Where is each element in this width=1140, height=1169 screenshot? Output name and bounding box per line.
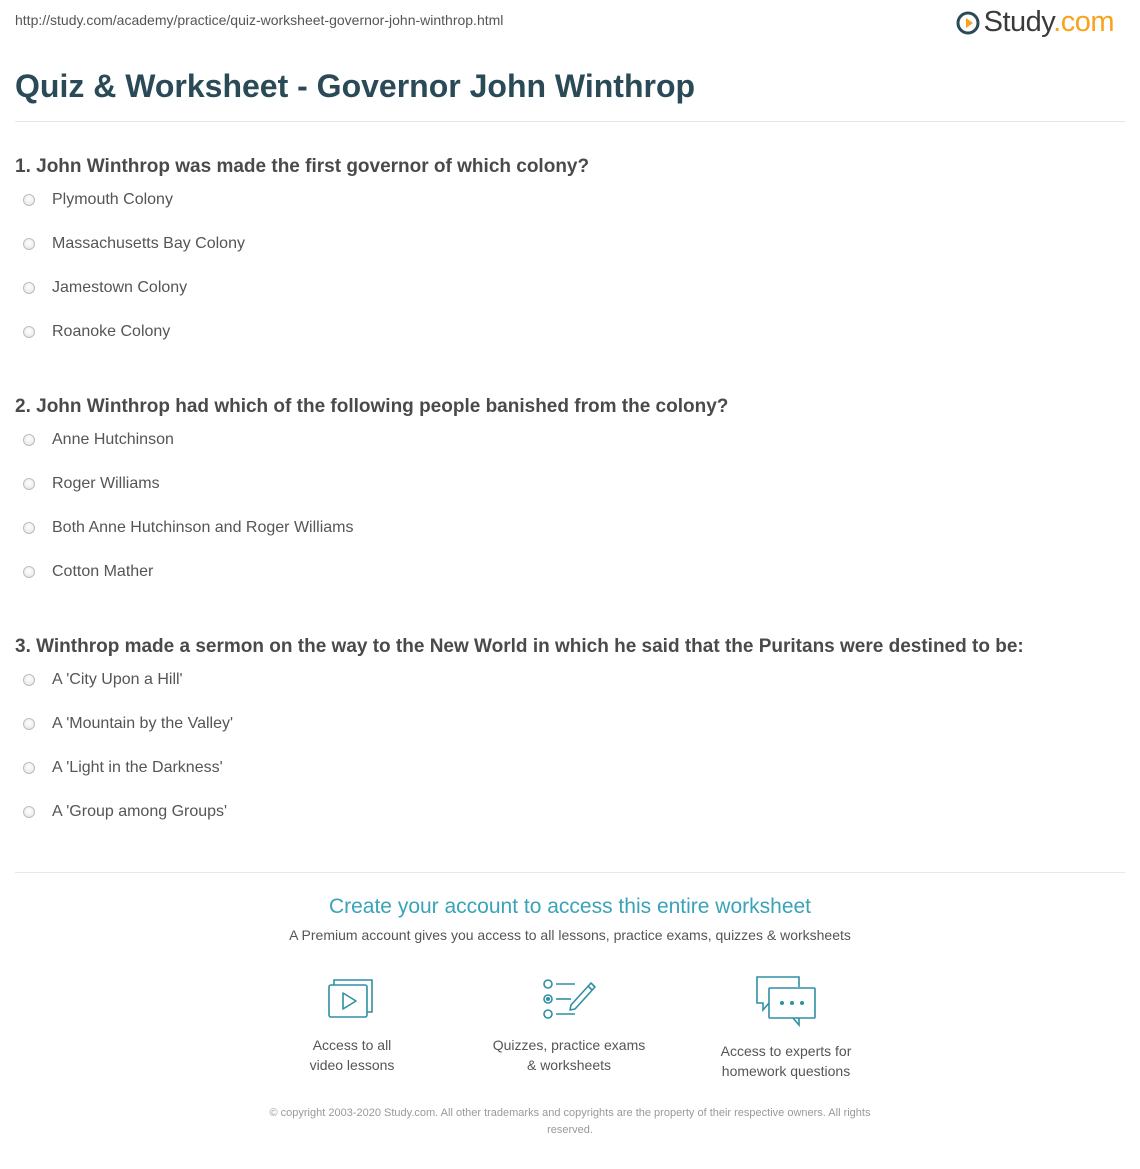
radio-button[interactable]: [23, 326, 35, 338]
answer-option[interactable]: [23, 222, 1125, 266]
option-label: Roanoke Colony: [52, 323, 171, 340]
play-logo-icon: [956, 11, 980, 35]
answer-option[interactable]: [23, 702, 1125, 746]
radio-button[interactable]: [23, 762, 35, 774]
answer-option[interactable]: [23, 418, 1125, 462]
signup-cta: [0, 895, 1140, 943]
feature-label: Access to experts for: [720, 1043, 852, 1059]
answer-option[interactable]: [23, 658, 1125, 702]
feature-label: video lessons: [309, 1057, 395, 1073]
radio-button[interactable]: [23, 718, 35, 730]
copyright-footer: [210, 1105, 930, 1139]
option-label: A 'Light in the Darkness': [52, 759, 223, 776]
copyright-line: reserved.: [547, 1124, 593, 1136]
answer-option[interactable]: [23, 310, 1125, 354]
radio-button[interactable]: [23, 194, 35, 206]
create-account-link[interactable]: Create your account to access this entire worksheet: [328, 895, 812, 918]
answer-option[interactable]: [23, 178, 1125, 222]
radio-button[interactable]: [23, 478, 35, 490]
answer-option[interactable]: [23, 550, 1125, 594]
answer-option[interactable]: [23, 746, 1125, 790]
option-label: A 'Mountain by the Valley': [52, 715, 234, 732]
option-label: A 'Group among Groups': [52, 803, 228, 820]
study-logo[interactable]: [956, 6, 1114, 39]
question-1: [15, 156, 1125, 354]
answer-option[interactable]: [23, 790, 1125, 834]
feature-label: & worksheets: [526, 1057, 612, 1073]
feature-experts: [686, 975, 886, 1081]
quiz-checklist-icon: [469, 975, 669, 1021]
feature-label: Quizzes, practice exams: [492, 1037, 646, 1053]
page-url: http://study.com/academy/practice/quiz-worksheet-governor-john-winthrop.html: [15, 12, 504, 28]
cta-subtitle: A Premium account gives you access to all lessons, practice exams, quizzes & worksheets: [289, 927, 851, 943]
option-label: Anne Hutchinson: [52, 431, 174, 448]
logo-suffix: .com: [1053, 6, 1114, 38]
question-text: 1. John Winthrop was made the first governor of which colony?: [15, 156, 590, 177]
radio-button[interactable]: [23, 806, 35, 818]
radio-button[interactable]: [23, 522, 35, 534]
feature-quizzes: [469, 975, 669, 1075]
option-label: Cotton Mather: [52, 563, 154, 580]
question-text: 3. Winthrop made a sermon on the way to the New World in which he said that the Puritans were destined to be:: [15, 636, 1024, 657]
question-text: 2. John Winthrop had which of the following people banished from the colony?: [15, 396, 729, 417]
question-2: [15, 396, 1125, 594]
option-label: Both Anne Hutchinson and Roger Williams: [52, 519, 354, 536]
option-label: Jamestown Colony: [52, 279, 188, 296]
question-3: [15, 636, 1125, 834]
option-label: Roger Williams: [52, 475, 160, 492]
radio-button[interactable]: [23, 282, 35, 294]
answer-option[interactable]: [23, 266, 1125, 310]
radio-button[interactable]: [23, 238, 35, 250]
radio-button[interactable]: [23, 674, 35, 686]
page-title: Quiz & Worksheet - Governor John Winthrop: [15, 68, 696, 104]
feature-video-lessons: [252, 975, 452, 1075]
option-label: Plymouth Colony: [52, 191, 173, 208]
copyright-line: © copyright 2003-2020 Study.com. All other trademarks and copyrights are the property of their respective owners. All rights: [269, 1107, 871, 1119]
radio-button[interactable]: [23, 566, 35, 578]
feature-label: homework questions: [721, 1063, 851, 1079]
video-lessons-icon: [252, 975, 452, 1021]
answer-option[interactable]: [23, 462, 1125, 506]
chat-experts-icon: [686, 975, 886, 1027]
top-bar: [0, 0, 1140, 50]
logo-text: Study: [983, 6, 1054, 38]
title-divider: [15, 121, 1125, 122]
feature-label: Access to all: [312, 1037, 392, 1053]
option-label: Massachusetts Bay Colony: [52, 235, 245, 252]
radio-button[interactable]: [23, 434, 35, 446]
answer-option[interactable]: [23, 506, 1125, 550]
option-label: A 'City Upon a Hill': [52, 671, 183, 688]
section-divider: [15, 872, 1125, 873]
